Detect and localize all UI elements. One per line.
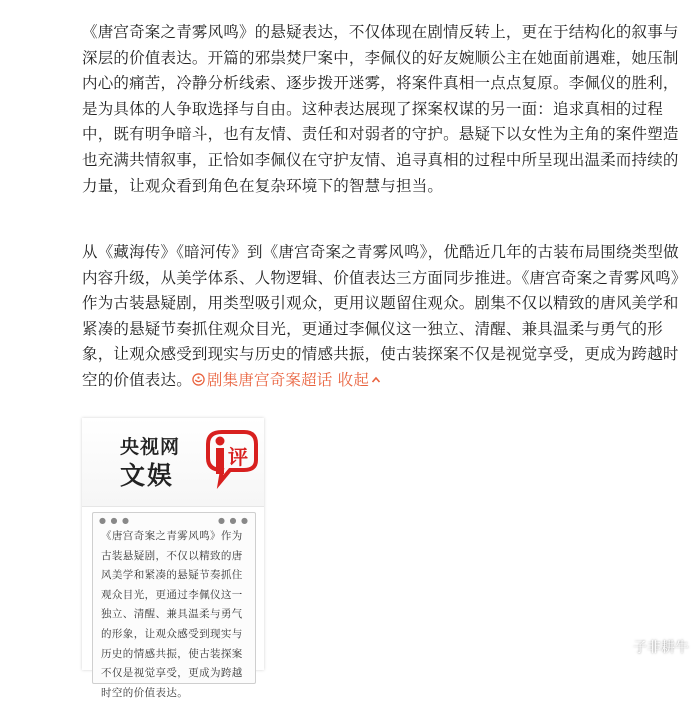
watermark-text: 子非耕牛 <box>633 640 689 656</box>
card-quote-text: 《唐宫奇案之青雾风鸣》作为古装悬疑剧，不仅以精致的唐风美学和紧凑的悬疑节奏抓住观众目光，更通过李佩仪这一独立、清醒、兼具温柔与勇气的形象，让观众感受到现实与历史的情感共振，使古装探案不仅是视觉享受，更成为跨越时空的价值表达。 <box>101 530 243 699</box>
card-quote-box <box>92 512 256 699</box>
chevron-up-icon <box>371 375 381 385</box>
topic-link-label: 剧集唐宫奇案超话 <box>206 370 333 389</box>
camera-icon <box>613 639 629 655</box>
topic-icon <box>192 373 205 386</box>
decor-dots-right: ● ● ● <box>217 516 249 525</box>
decor-dots-left: ● ● ● <box>99 516 131 525</box>
topic-link[interactable] <box>192 371 333 389</box>
logo-text-cctv: 央视网 <box>120 436 181 458</box>
review-logo-icon <box>200 426 260 490</box>
collapse-label: 收起 <box>337 370 370 389</box>
article-paragraph-1: 《唐宫奇案之青雾风鸣》的悬疑表达，不仅体现在剧情反转上，更在于结构化的叙事与深层的价值表达。开篇的邪祟焚尸案中，李佩仪的好友婉顺公主在她面前遇难，她压制内心的痛苦，冷静分析线索、逐步拨开迷雾，将案件真相一点点复原。李佩仪的胜利，是为具体的人争取选择与自由。这种表达展现了探案权谋的另一面：追求真相的过程中，既有明争暗斗，也有友情、责任和对弱者的守护。悬疑下以女性为主角的案件塑造也充满共情叙事，正恰如李佩仪在守护友情、追寻真相的过程中所呈现出温柔而持续的力量，让观众看到角色在复杂环境下的智慧与担当。 <box>82 23 679 195</box>
logo-text-entertainment: 文娱 <box>120 461 175 490</box>
watermark <box>613 637 689 657</box>
article-paragraph-2 <box>82 240 682 394</box>
paragraph-2-text: 从《藏海传》《暗河传》到《唐宫奇案之青雾风鸣》，优酷近几年的古装布局围绕类型做内容升级，从美学体系、人物逻辑、价值表达三方面同步推进。《唐宫奇案之青雾风鸣》作为古装悬疑剧，用类型吸引观众，更用议题留住观众。剧集不仅以精致的唐风美学和紧凑的悬疑节奏抓住观众目光，更通过李佩仪这一独立、清醒、兼具温柔与勇气的形象，让观众感受到现实与历史的情感共振，使古装探案不仅是视觉享受，更成为跨越时空的价值表达。 <box>82 243 679 389</box>
card-header <box>82 418 264 507</box>
logo-mark-glyph: 评 <box>228 445 248 469</box>
embedded-image-card[interactable] <box>82 418 264 699</box>
collapse-button[interactable] <box>338 371 381 389</box>
